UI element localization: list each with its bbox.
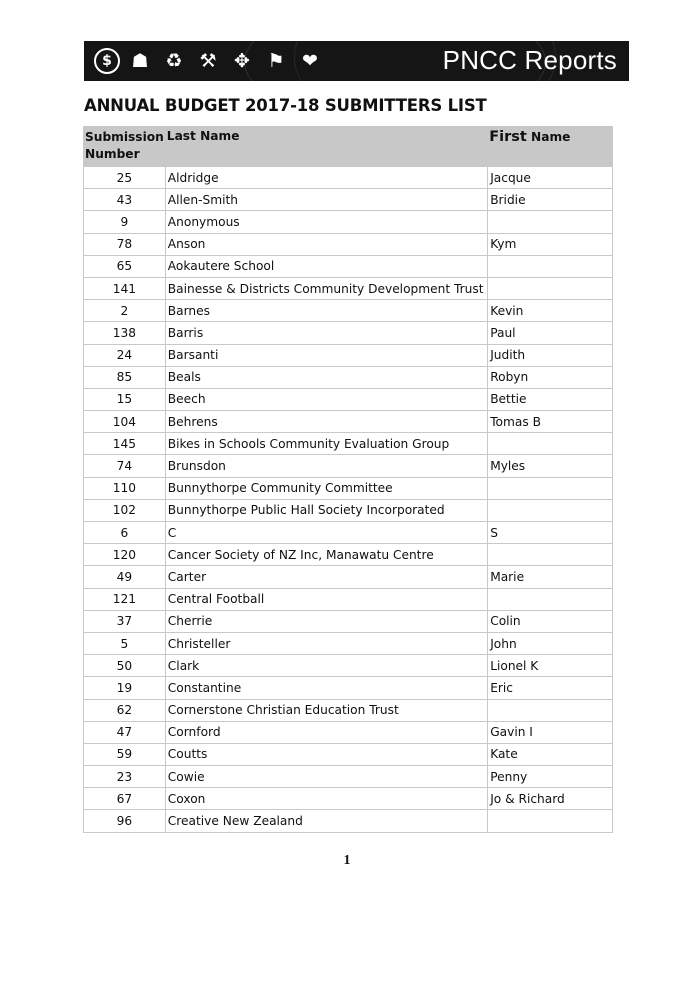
last-name-cell: Aokautere School bbox=[165, 255, 487, 277]
submission-number-cell: 67 bbox=[84, 788, 166, 810]
submission-number-cell: 96 bbox=[84, 810, 166, 832]
table-row bbox=[84, 277, 613, 299]
submission-number-cell: 78 bbox=[84, 233, 166, 255]
submission-number-cell: 9 bbox=[84, 211, 166, 233]
submission-number-cell: 59 bbox=[84, 743, 166, 765]
submission-number-cell: 24 bbox=[84, 344, 166, 366]
table-row bbox=[84, 388, 613, 410]
first-name-cell bbox=[488, 211, 613, 233]
last-name-cell: Cornford bbox=[165, 721, 487, 743]
submission-number-cell: 74 bbox=[84, 455, 166, 477]
document-title: ANNUAL BUDGET 2017-18 SUBMITTERS LIST bbox=[84, 96, 487, 115]
table-row bbox=[84, 255, 613, 277]
first-name-cell bbox=[488, 477, 613, 499]
table-row bbox=[84, 477, 613, 499]
submission-number-cell: 25 bbox=[84, 167, 166, 189]
submission-number-cell: 102 bbox=[84, 499, 166, 521]
first-name-cell: Jacque bbox=[488, 167, 613, 189]
header-submission-number bbox=[84, 127, 166, 167]
first-name-cell: Jo & Richard bbox=[488, 788, 613, 810]
recycle-icon: ♻ bbox=[165, 49, 183, 72]
last-name-cell: C bbox=[165, 522, 487, 544]
submission-number-cell: 49 bbox=[84, 566, 166, 588]
last-name-cell: Beals bbox=[165, 366, 487, 388]
table-row bbox=[84, 167, 613, 189]
submission-number-cell: 15 bbox=[84, 388, 166, 410]
first-name-cell: Penny bbox=[488, 766, 613, 788]
last-name-cell: Christeller bbox=[165, 632, 487, 654]
submission-number-cell: 120 bbox=[84, 544, 166, 566]
banner-title: PNCC Reports bbox=[442, 45, 617, 75]
first-name-cell bbox=[488, 699, 613, 721]
first-name-cell: Myles bbox=[488, 455, 613, 477]
first-name-cell: Bridie bbox=[488, 189, 613, 211]
tools-icon: ⚒ bbox=[199, 49, 217, 72]
submission-number-cell: 141 bbox=[84, 277, 166, 299]
first-name-cell bbox=[488, 810, 613, 832]
first-name-cell: Judith bbox=[488, 344, 613, 366]
last-name-cell: Bainesse & Districts Community Development Trust bbox=[165, 277, 487, 299]
table-header-row bbox=[84, 127, 613, 167]
last-name-cell: Beech bbox=[165, 388, 487, 410]
first-name-cell: Kate bbox=[488, 743, 613, 765]
first-name-cell bbox=[488, 433, 613, 455]
table-row bbox=[84, 455, 613, 477]
table-row bbox=[84, 189, 613, 211]
table-row bbox=[84, 522, 613, 544]
table-row bbox=[84, 632, 613, 654]
last-name-cell: Cornerstone Christian Education Trust bbox=[165, 699, 487, 721]
first-name-cell: Tomas B bbox=[488, 411, 613, 433]
submission-number-cell: 145 bbox=[84, 433, 166, 455]
table-row bbox=[84, 766, 613, 788]
last-name-cell: Cowie bbox=[165, 766, 487, 788]
table-row bbox=[84, 588, 613, 610]
first-name-cell: John bbox=[488, 632, 613, 654]
table-row bbox=[84, 721, 613, 743]
last-name-cell: Barnes bbox=[165, 300, 487, 322]
last-name-cell: Central Football bbox=[165, 588, 487, 610]
dollar-icon: $ bbox=[94, 48, 120, 74]
table-row bbox=[84, 322, 613, 344]
table-row bbox=[84, 544, 613, 566]
table-row bbox=[84, 433, 613, 455]
banner-icon-strip bbox=[94, 47, 324, 75]
first-name-cell: Paul bbox=[488, 322, 613, 344]
first-name-cell: Lionel K bbox=[488, 655, 613, 677]
submission-number-cell: 19 bbox=[84, 677, 166, 699]
table-row bbox=[84, 677, 613, 699]
last-name-cell: Allen-Smith bbox=[165, 189, 487, 211]
submission-number-cell: 104 bbox=[84, 411, 166, 433]
submission-number-cell: 47 bbox=[84, 721, 166, 743]
first-name-cell: Eric bbox=[488, 677, 613, 699]
submission-number-cell: 2 bbox=[84, 300, 166, 322]
table-row bbox=[84, 610, 613, 632]
speaker-icon: ⚑ bbox=[267, 49, 285, 72]
last-name-cell: Bunnythorpe Community Committee bbox=[165, 477, 487, 499]
submission-number-cell: 5 bbox=[84, 632, 166, 654]
table-row bbox=[84, 743, 613, 765]
header-last-name: Last Name bbox=[165, 127, 487, 167]
submission-number-cell: 85 bbox=[84, 366, 166, 388]
table-row bbox=[84, 233, 613, 255]
table-row bbox=[84, 566, 613, 588]
last-name-cell: Anson bbox=[165, 233, 487, 255]
submission-number-cell: 50 bbox=[84, 655, 166, 677]
last-name-cell: Carter bbox=[165, 566, 487, 588]
table-row bbox=[84, 699, 613, 721]
header-first-name bbox=[488, 127, 613, 167]
last-name-cell: Clark bbox=[165, 655, 487, 677]
submitters-table bbox=[83, 126, 613, 833]
header-number-line2: Number bbox=[85, 147, 140, 161]
last-name-cell: Creative New Zealand bbox=[165, 810, 487, 832]
page-number: 1 bbox=[343, 853, 351, 868]
table-row bbox=[84, 499, 613, 521]
first-name-cell bbox=[488, 255, 613, 277]
last-name-cell: Coutts bbox=[165, 743, 487, 765]
last-name-cell: Coxon bbox=[165, 788, 487, 810]
header-first-small: Name bbox=[526, 130, 571, 144]
table-row bbox=[84, 211, 613, 233]
last-name-cell: Anonymous bbox=[165, 211, 487, 233]
table-row bbox=[84, 810, 613, 832]
first-name-cell: Marie bbox=[488, 566, 613, 588]
submission-number-cell: 23 bbox=[84, 766, 166, 788]
table-body bbox=[84, 167, 613, 833]
first-name-cell: Bettie bbox=[488, 388, 613, 410]
header-banner bbox=[84, 41, 629, 81]
heart-hand-icon: ❤ bbox=[302, 49, 318, 72]
last-name-cell: Brunsdon bbox=[165, 455, 487, 477]
first-name-cell: Colin bbox=[488, 610, 613, 632]
table-row bbox=[84, 655, 613, 677]
first-name-cell bbox=[488, 499, 613, 521]
people-icon: ☗ bbox=[131, 49, 149, 72]
last-name-cell: Barris bbox=[165, 322, 487, 344]
header-number-line1: Submission bbox=[85, 130, 164, 144]
submission-number-cell: 138 bbox=[84, 322, 166, 344]
table-row bbox=[84, 344, 613, 366]
first-name-cell bbox=[488, 277, 613, 299]
first-name-cell bbox=[488, 588, 613, 610]
handshake-icon: ✥ bbox=[234, 49, 250, 72]
first-name-cell: S bbox=[488, 522, 613, 544]
last-name-cell: Bunnythorpe Public Hall Society Incorporated bbox=[165, 499, 487, 521]
submission-number-cell: 37 bbox=[84, 610, 166, 632]
table-row bbox=[84, 411, 613, 433]
first-name-cell: Robyn bbox=[488, 366, 613, 388]
first-name-cell: Kym bbox=[488, 233, 613, 255]
table-row bbox=[84, 300, 613, 322]
submission-number-cell: 62 bbox=[84, 699, 166, 721]
submission-number-cell: 43 bbox=[84, 189, 166, 211]
last-name-cell: Aldridge bbox=[165, 167, 487, 189]
first-name-cell: Kevin bbox=[488, 300, 613, 322]
first-name-cell bbox=[488, 544, 613, 566]
submission-number-cell: 110 bbox=[84, 477, 166, 499]
last-name-cell: Cherrie bbox=[165, 610, 487, 632]
header-first-big: First bbox=[489, 129, 527, 145]
table-row bbox=[84, 788, 613, 810]
first-name-cell: Gavin I bbox=[488, 721, 613, 743]
last-name-cell: Barsanti bbox=[165, 344, 487, 366]
submission-number-cell: 121 bbox=[84, 588, 166, 610]
last-name-cell: Constantine bbox=[165, 677, 487, 699]
submission-number-cell: 6 bbox=[84, 522, 166, 544]
last-name-cell: Behrens bbox=[165, 411, 487, 433]
submission-number-cell: 65 bbox=[84, 255, 166, 277]
last-name-cell: Cancer Society of NZ Inc, Manawatu Centre bbox=[165, 544, 487, 566]
table-row bbox=[84, 366, 613, 388]
last-name-cell: Bikes in Schools Community Evaluation Group bbox=[165, 433, 487, 455]
